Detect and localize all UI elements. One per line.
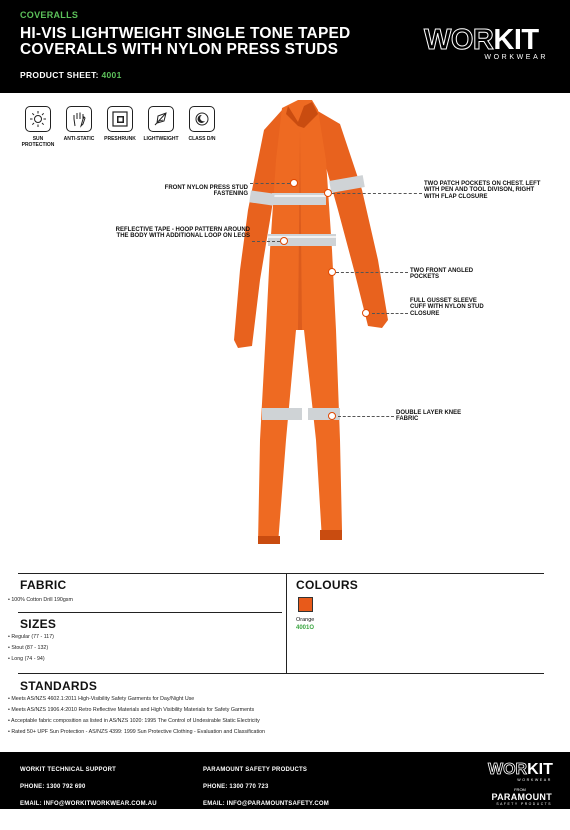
callout-line [332, 193, 422, 194]
callout-dot [362, 309, 370, 317]
callout-knee: DOUBLE LAYER KNEE FABRIC [396, 410, 462, 423]
footer-logo-solid: KIT [527, 761, 553, 778]
feature-label: CLASS D/N [188, 136, 216, 142]
callout-line [336, 272, 408, 273]
colour-name: Orange [296, 617, 315, 623]
feature-label: LIGHTWEIGHT [143, 136, 179, 142]
size-item: • Long (74 - 94) [8, 656, 45, 663]
standard-item: • Rated 50+ UPF Sun Protection - AS/NZS 4399: 1999 Sun Protective Clothing - Evaluation and Classification [8, 729, 265, 736]
footer-logo-outline: WOR [488, 761, 528, 778]
sheet-label-text: PRODUCT SHEET: [20, 70, 99, 80]
workit-email[interactable]: EMAIL: INFO@WORKITWORKWEAR.COM.AU [20, 801, 157, 807]
sun-icon [25, 106, 51, 132]
size-item: • Regular (77 - 117) [8, 634, 54, 641]
colour-code: 4001O [296, 625, 315, 631]
feature-anti-static [57, 106, 101, 142]
callout-dot [290, 179, 298, 187]
paramount-title: PARAMOUNT SAFETY PRODUCTS [203, 767, 308, 773]
feature-icons [16, 106, 236, 156]
feature-preshrunk [98, 106, 142, 142]
logo-sub: WORKWEAR [484, 54, 548, 61]
callout-dot [280, 237, 288, 245]
category-label: COVERALLS [20, 10, 79, 20]
callout-dot [328, 268, 336, 276]
standards-heading: STANDARDS [20, 679, 98, 693]
footer-logos [488, 762, 552, 806]
workit-website[interactable]: WORKITWORKWEAR.COM.AU [20, 818, 112, 824]
standard-item: • Meets AS/NZS 1906.4:2010 Retro Reflective Materials and High Visibility Materials for Safety Garments [8, 707, 254, 714]
section-rule [18, 612, 282, 613]
feather-icon [148, 106, 174, 132]
product-sheet-label [20, 70, 122, 80]
paramount-logo: PARAMOUNT [491, 792, 552, 802]
callout-dot [328, 412, 336, 420]
product-title: HI-VIS LIGHTWEIGHT SINGLE TONE TAPED COVERALLS WITH NYLON PRESS STUDS [20, 25, 351, 58]
callout-gusset: FULL GUSSET SLEEVE CUFF WITH NYLON STUD CLOSURE [410, 298, 484, 317]
logo-word-solid: KIT [493, 24, 539, 56]
footer-bar [0, 752, 570, 824]
paramount-contact [203, 762, 329, 830]
callout-line [252, 241, 280, 242]
callout-front-pockets: TWO FRONT ANGLED POCKETS [410, 268, 474, 281]
workit-logo [424, 25, 548, 67]
sheet-code: 4001 [101, 70, 122, 80]
hand-icon [66, 106, 92, 132]
feature-label: SUN PROTECTION [21, 136, 55, 148]
colour-swatch-orange [298, 597, 313, 612]
sizes-heading: SIZES [20, 617, 57, 631]
callout-patch-pockets: TWO PATCH POCKETS ON CHEST. LEFT WITH PEN AND TOOL DIVISON, RIGHT WITH FLAP CLOSURE [424, 181, 541, 200]
size-item: • Stout (87 - 132) [8, 645, 48, 652]
workit-contact [20, 762, 157, 830]
callout-dot [324, 189, 332, 197]
paramount-logo-sub: SAFETY PRODUCTS [496, 802, 552, 806]
workit-support-title: WORKIT TECHNICAL SUPPORT [20, 767, 117, 773]
section-divider [286, 573, 287, 673]
logo-word-outline: WOR [424, 24, 494, 56]
fabric-heading: FABRIC [20, 578, 67, 592]
fabric-item: • 100% Cotton Drill 190gsm [8, 597, 73, 604]
preshrunk-icon [107, 106, 133, 132]
footer-workit-logo [488, 762, 552, 778]
standard-item: • Meets AS/NZS 4602.1:2011 High-Visibility Safety Garments for Day/Night Use [8, 696, 194, 703]
callout-line [372, 313, 408, 314]
footer-logo-sub: WORKWEAR [517, 778, 552, 782]
feature-sun-protection [16, 106, 60, 148]
feature-label: PRESHRUNK [104, 136, 136, 142]
workit-phone[interactable]: PHONE: 1300 792 690 [20, 784, 86, 790]
footer-from: FROM [514, 787, 526, 792]
feature-label: ANTI-STATIC [63, 136, 95, 142]
feature-lightweight [139, 106, 183, 142]
paramount-website[interactable]: PARAMOUNTSAFETY.COM [203, 818, 285, 824]
coverall-image [212, 100, 388, 566]
section-rule [18, 573, 544, 574]
callout-line [338, 416, 394, 417]
callout-reflective-tape: REFLECTIVE TAPE - HOOP PATTERN AROUND THE BODY WITH ADDITIONAL LOOP ON LEGS [115, 227, 250, 240]
section-rule [18, 673, 544, 674]
callout-line [250, 183, 290, 184]
paramount-email[interactable]: EMAIL: INFO@PARAMOUNTSAFETY.COM [203, 801, 329, 807]
header-bar [0, 0, 570, 93]
standard-item: • Acceptable fabric composition as listed in AS/NZS 1020: 1995 The Control of Undesirable Static Electricity [8, 718, 260, 725]
callout-front-studs: FRONT NYLON PRESS STUD FASTENING [164, 185, 248, 198]
colours-heading: COLOURS [296, 578, 359, 592]
paramount-phone[interactable]: PHONE: 1300 770 723 [203, 784, 269, 790]
